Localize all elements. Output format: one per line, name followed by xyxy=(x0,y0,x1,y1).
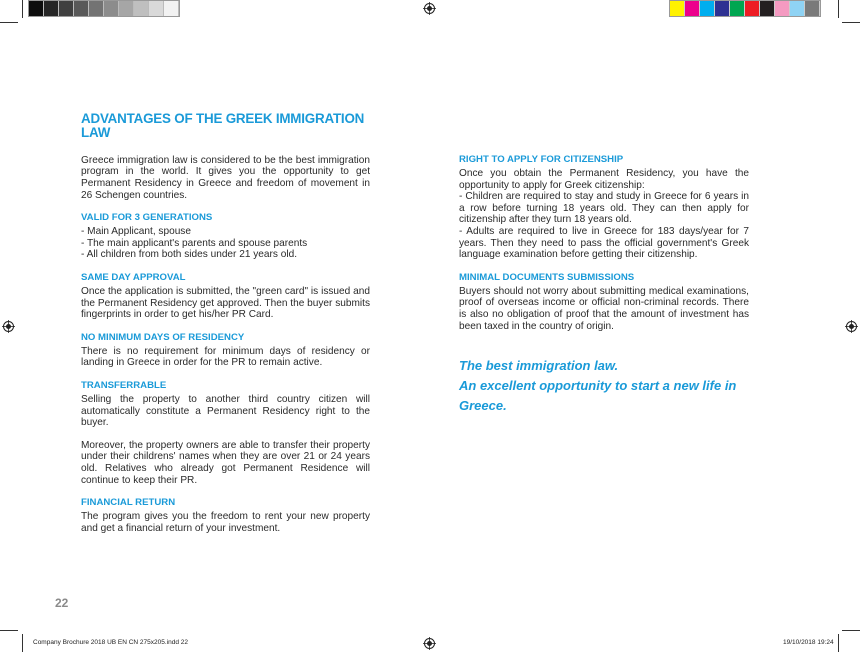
color-swatch-0 xyxy=(670,1,685,16)
gray-swatch-2 xyxy=(59,1,74,16)
gray-swatch-0 xyxy=(29,1,44,16)
color-swatch-4 xyxy=(730,1,745,16)
crop-mark-top-right xyxy=(842,22,860,23)
gray-swatch-8 xyxy=(149,1,164,16)
slug-filename: Company Brochure 2018 UB EN CN 275x205.indd 22 xyxy=(33,639,189,646)
registration-mark-left-icon xyxy=(2,320,15,333)
section-body: - Main Applicant, spouse - The main applicant's parents and spouse parents - All children from both sides under 21 years old. xyxy=(81,226,308,261)
section-body-continued: Moreover, the property owners are able to transfer their property under their childrens' names when they are over 21 or 24 years old. Relatives who already got Permanent Residence will continue to keep their PR. xyxy=(81,439,370,486)
section-heading: MINIMAL DOCUMENTS SUBMISSIONS xyxy=(459,271,635,283)
gray-swatch-7 xyxy=(134,1,149,16)
color-swatch-9 xyxy=(805,1,820,16)
section-heading: FINANCIAL RETURN xyxy=(81,497,176,509)
color-swatch-2 xyxy=(700,1,715,16)
crop-mark-bottom-left xyxy=(0,630,18,631)
gray-swatch-5 xyxy=(104,1,119,16)
gray-swatch-9 xyxy=(164,1,179,16)
section-heading: TRANSFERRABLE xyxy=(81,379,167,391)
crop-mark-bottom-right-v xyxy=(838,634,839,652)
left-column xyxy=(81,112,370,545)
crop-mark-top-left-v xyxy=(22,0,23,18)
intro-paragraph: Greece immigration law is considered to be the best immigration program in the world. It gives you the opportunity to get Permanent Residency in Greece and freedom of movement in 26 Schengen countries. xyxy=(81,154,370,201)
right-column xyxy=(459,154,749,416)
color-swatch-1 xyxy=(685,1,700,16)
crop-mark-top-right-v xyxy=(838,0,839,18)
crop-mark-top-left xyxy=(0,22,18,23)
section-body: Once you obtain the Permanent Residency, you have the opportunity to apply for Greek citizenship: - Children are required to stay and study in Greece for 6 years in a row before turning 18 years old. They can then apply for citizenship after they turn 18 years old. - Adults are required to live in Greece for 183 days/year for 7 years. Then they need to pass the official government's Greek language examination before getting their citizenship. xyxy=(459,168,749,261)
section-body: The program gives you the freedom to rent your new property and get a financial return of your investment. xyxy=(81,511,370,534)
registration-mark-right-icon xyxy=(845,320,858,333)
color-swatch-3 xyxy=(715,1,730,16)
tagline-opportunity: An excellent opportunity to start a new life in Greece. xyxy=(459,378,737,414)
grayscale-color-bar xyxy=(28,0,180,17)
gray-swatch-4 xyxy=(89,1,104,16)
page-number: 22 xyxy=(55,596,69,610)
registration-mark-bottom-icon xyxy=(423,637,436,650)
section-heading: SAME DAY APPROVAL xyxy=(81,271,186,283)
gray-swatch-1 xyxy=(44,1,59,16)
section-body: There is no requirement for minimum days of residency or landing in Greece in order for the PR to remain active. xyxy=(81,345,370,369)
registration-mark-top-icon xyxy=(423,2,436,15)
page-title: ADVANTAGES OF THE GREEK IMMIGRATION LAW xyxy=(81,111,365,141)
section-body: Selling the property to another third country citizen will automatically constitute a Permanent Residency right to the buyer. xyxy=(81,393,370,429)
gray-swatch-3 xyxy=(74,1,89,16)
color-swatch-6 xyxy=(760,1,775,16)
slug-datetime: 19/10/2018 19:24 xyxy=(783,639,834,646)
process-color-bar xyxy=(669,0,821,17)
crop-mark-bottom-right xyxy=(842,630,860,631)
color-swatch-5 xyxy=(745,1,760,16)
crop-mark-bottom-left-v xyxy=(22,634,23,652)
tagline-best-law: The best immigration law. xyxy=(459,358,619,374)
section-heading: VALID FOR 3 GENERATIONS xyxy=(81,212,213,224)
section-body: Buyers should not worry about submitting medical examinations, proof of overseas income or official non-criminal records. There is also no obligation of proof that the amount of investment has been taxed in the country of origin. xyxy=(459,285,749,332)
section-body: Once the application is submitted, the "green card" is issued and the Permanent Residency get approved. Then the buyer submits fingerprints in order to get his/her PR Card. xyxy=(81,285,370,321)
section-heading: NO MINIMUM DAYS OF RESIDENCY xyxy=(81,331,245,343)
gray-swatch-6 xyxy=(119,1,134,16)
section-heading: RIGHT TO APPLY FOR CITIZENSHIP xyxy=(459,154,624,165)
color-swatch-8 xyxy=(790,1,805,16)
color-swatch-7 xyxy=(775,1,790,16)
